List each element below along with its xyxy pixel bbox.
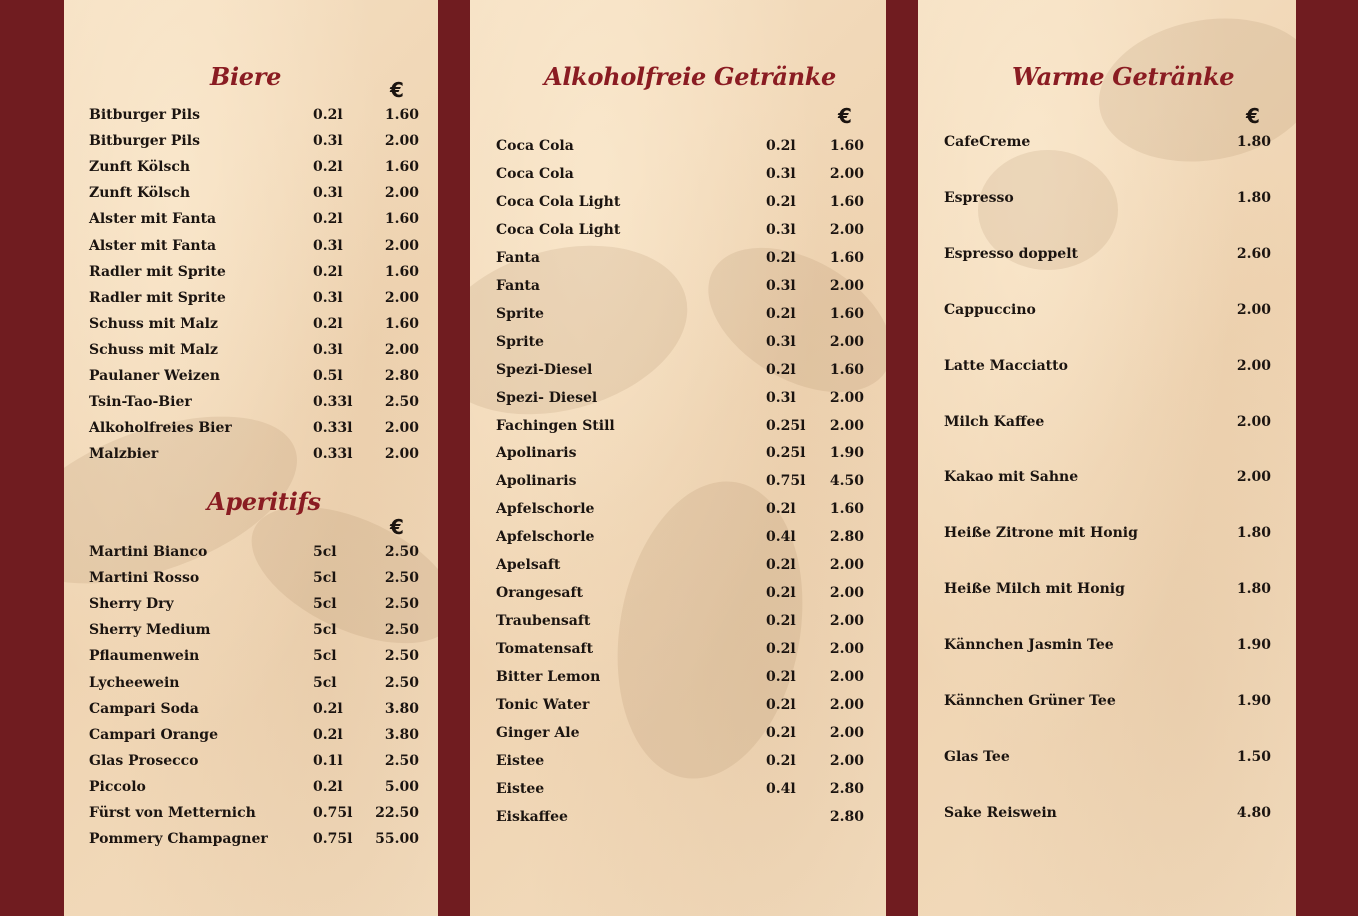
item-name: Zunft Kölsch xyxy=(89,159,191,176)
section-title-warme: Warme Getränke xyxy=(1012,62,1235,91)
item-volume: 0.2l xyxy=(766,585,796,602)
item-name: Piccolo xyxy=(89,778,146,795)
euro-symbol: € xyxy=(390,515,404,539)
item-name: Coca Cola Light xyxy=(496,193,621,210)
item-volume: 0.5l xyxy=(313,368,343,384)
item-volume: 0.33l xyxy=(313,446,353,463)
item-price: 2.00 xyxy=(829,752,864,769)
menu-item xyxy=(496,498,864,520)
menu-item xyxy=(89,802,419,824)
item-price: 2.00 xyxy=(829,165,864,182)
menu-item xyxy=(496,163,864,185)
item-volume: 0.33l xyxy=(313,394,353,411)
item-name: Sherry Dry xyxy=(89,596,174,613)
menu-item xyxy=(944,466,1271,488)
item-volume: 0.2l xyxy=(766,613,796,630)
item-name: Cappuccino xyxy=(944,301,1036,318)
item-name: Zunft Kölsch xyxy=(89,185,191,202)
item-price: 2.00 xyxy=(829,417,864,434)
item-price: 2.00 xyxy=(829,697,864,713)
panel-biere-aperitifs xyxy=(64,0,438,916)
item-price: 1.60 xyxy=(829,138,864,154)
item-volume: 0.2l xyxy=(313,778,343,795)
menu-item xyxy=(496,191,864,213)
menu-item xyxy=(496,526,864,548)
item-name: Pommery Champagner xyxy=(89,831,268,848)
item-volume: 0.2l xyxy=(766,724,796,741)
panel-warme xyxy=(918,0,1296,916)
menu-item xyxy=(496,275,864,297)
item-price: 2.00 xyxy=(1236,469,1271,486)
item-name: Heiße Milch mit Honig xyxy=(944,581,1125,598)
menu-item xyxy=(496,722,864,744)
item-volume: 0.75l xyxy=(313,831,353,848)
item-name: Eistee xyxy=(496,780,545,797)
item-volume: 0.2l xyxy=(313,211,343,228)
item-price: 2.00 xyxy=(384,289,419,306)
item-name: Traubensaft xyxy=(496,613,591,630)
menu-item xyxy=(944,131,1271,153)
item-volume: 0.2l xyxy=(766,193,796,210)
item-name: Spezi-Diesel xyxy=(496,361,593,378)
item-price: 2.50 xyxy=(384,544,419,560)
section-title-biere: Biere xyxy=(210,62,282,91)
item-name: Sake Reiswein xyxy=(944,804,1057,821)
menu-item xyxy=(89,130,419,152)
item-name: Latte Macciatto xyxy=(944,357,1068,374)
item-name: Espresso xyxy=(944,189,1014,206)
menu-item xyxy=(89,208,419,230)
item-volume: 0.4l xyxy=(766,780,796,797)
item-price: 2.00 xyxy=(829,585,864,602)
menu-item xyxy=(496,694,864,716)
item-price: 2.00 xyxy=(829,613,864,630)
item-price: 2.00 xyxy=(829,557,864,574)
menu-item xyxy=(89,593,419,615)
item-volume: 0.3l xyxy=(313,237,343,254)
item-volume: 0.3l xyxy=(766,277,796,294)
item-volume: 0.4l xyxy=(766,529,796,546)
menu-item xyxy=(496,470,864,492)
item-price: 2.50 xyxy=(384,596,419,613)
item-name: Eiskaffee xyxy=(496,808,568,825)
item-name: Apolinaris xyxy=(496,473,577,490)
item-price: 2.00 xyxy=(384,446,419,463)
menu-item xyxy=(496,359,864,381)
euro-symbol: € xyxy=(1246,104,1260,128)
item-name: Heiße Zitrone mit Honig xyxy=(944,525,1138,542)
menu-item xyxy=(496,666,864,688)
item-name: Glas Tee xyxy=(944,748,1010,765)
item-name: Apfelschorle xyxy=(496,529,595,546)
menu-item xyxy=(89,828,419,850)
item-name: Bitburger Pils xyxy=(89,133,200,150)
item-price: 1.50 xyxy=(1236,748,1271,765)
item-name: Alster mit Fanta xyxy=(89,237,217,254)
menu-item xyxy=(89,287,419,309)
item-price: 2.00 xyxy=(829,669,864,686)
section-title-aperitifs: Aperitifs xyxy=(207,487,321,516)
item-price: 1.90 xyxy=(1236,693,1271,709)
item-price: 1.60 xyxy=(829,249,864,266)
item-volume: 0.33l xyxy=(313,420,353,437)
item-name: Ginger Ale xyxy=(496,724,580,741)
item-volume: 0.2l xyxy=(766,697,796,713)
item-name: Milch Kaffee xyxy=(944,413,1045,430)
item-price: 1.80 xyxy=(1236,134,1271,150)
item-volume: 5cl xyxy=(313,544,337,560)
menu-item xyxy=(89,182,419,204)
item-price: 2.50 xyxy=(384,570,419,587)
item-price: 2.80 xyxy=(384,368,419,384)
item-price: 2.80 xyxy=(829,780,864,797)
item-name: Espresso doppelt xyxy=(944,245,1078,262)
item-volume: 0.25l xyxy=(766,445,806,462)
item-name: Kännchen Grüner Tee xyxy=(944,693,1116,709)
item-volume: 0.2l xyxy=(313,263,343,280)
item-name: Schuss mit Malz xyxy=(89,341,218,358)
menu-item xyxy=(89,750,419,772)
item-volume: 0.2l xyxy=(766,557,796,574)
item-volume: 0.2l xyxy=(313,700,343,717)
menu-item xyxy=(496,442,864,464)
item-price: 2.00 xyxy=(829,277,864,294)
item-volume: 0.3l xyxy=(766,333,796,350)
item-name: Schuss mit Malz xyxy=(89,315,218,332)
item-name: Sherry Medium xyxy=(89,622,211,639)
item-price: 1.60 xyxy=(829,193,864,210)
item-price: 2.00 xyxy=(1236,413,1271,430)
item-name: Paulaner Weizen xyxy=(89,368,220,384)
item-price: 1.90 xyxy=(1236,637,1271,654)
item-volume: 5cl xyxy=(313,596,337,613)
item-volume: 0.3l xyxy=(766,221,796,238)
item-volume: 0.2l xyxy=(766,138,796,154)
menu-item xyxy=(944,578,1271,600)
item-price: 2.50 xyxy=(384,394,419,411)
item-volume: 0.2l xyxy=(766,501,796,518)
item-volume: 0.3l xyxy=(313,289,343,306)
item-name: Kännchen Jasmin Tee xyxy=(944,637,1114,654)
item-name: Pflaumenwein xyxy=(89,648,200,665)
menu-item xyxy=(496,135,864,157)
item-volume: 0.2l xyxy=(766,305,796,322)
item-price: 3.80 xyxy=(384,700,419,717)
item-price: 5.00 xyxy=(384,778,419,795)
menu-item xyxy=(89,391,419,413)
item-volume: 0.2l xyxy=(766,641,796,658)
menu-item xyxy=(89,261,419,283)
item-volume: 5cl xyxy=(313,648,337,665)
item-price: 1.60 xyxy=(384,107,419,123)
item-name: Alster mit Fanta xyxy=(89,211,217,228)
item-name: Fürst von Metternich xyxy=(89,805,256,821)
item-name: Tonic Water xyxy=(496,697,590,713)
item-price: 1.60 xyxy=(829,305,864,322)
item-name: Sprite xyxy=(496,333,544,350)
item-name: Fachingen Still xyxy=(496,417,615,434)
item-name: Glas Prosecco xyxy=(89,752,199,769)
menu-item xyxy=(944,634,1271,656)
item-volume: 0.2l xyxy=(313,315,343,332)
item-price: 2.80 xyxy=(829,529,864,546)
menu-item xyxy=(944,243,1271,265)
item-volume: 0.3l xyxy=(766,389,796,406)
menu-item xyxy=(496,582,864,604)
item-volume: 0.25l xyxy=(766,417,806,434)
item-volume: 5cl xyxy=(313,674,337,691)
menu-item xyxy=(944,746,1271,768)
menu-item xyxy=(89,567,419,589)
item-price: 1.90 xyxy=(829,445,864,462)
menu-item xyxy=(89,104,419,126)
item-name: Campari Orange xyxy=(89,726,218,743)
item-name: Tomatensaft xyxy=(496,641,594,658)
menu-item xyxy=(89,339,419,361)
menu-item xyxy=(89,672,419,694)
menu-item xyxy=(89,313,419,335)
item-price: 2.00 xyxy=(384,341,419,358)
item-name: Coca Cola Light xyxy=(496,221,621,238)
item-volume: 0.2l xyxy=(766,361,796,378)
item-name: Apfelschorle xyxy=(496,501,595,518)
menu-item xyxy=(89,619,419,641)
item-price: 2.00 xyxy=(829,641,864,658)
item-price: 4.50 xyxy=(829,473,864,490)
item-volume: 0.2l xyxy=(766,669,796,686)
item-price: 2.50 xyxy=(384,752,419,769)
item-name: Eistee xyxy=(496,752,545,769)
menu-item xyxy=(944,802,1271,824)
menu-item xyxy=(944,522,1271,544)
item-name: Martini Bianco xyxy=(89,544,208,560)
menu-item xyxy=(496,387,864,409)
menu-item xyxy=(89,443,419,465)
item-price: 2.00 xyxy=(384,185,419,202)
euro-symbol: € xyxy=(390,78,404,102)
menu-item xyxy=(89,724,419,746)
item-volume: 0.1l xyxy=(313,752,343,769)
item-price: 1.60 xyxy=(384,315,419,332)
menu-item xyxy=(89,776,419,798)
item-name: Alkoholfreies Bier xyxy=(89,420,232,437)
menu-item xyxy=(496,415,864,437)
item-name: Lycheewein xyxy=(89,674,180,691)
menu-item xyxy=(944,187,1271,209)
menu-item xyxy=(944,355,1271,377)
item-volume: 0.2l xyxy=(313,159,343,176)
item-volume: 0.75l xyxy=(313,805,353,821)
item-name: Radler mit Sprite xyxy=(89,289,226,306)
item-name: Orangesaft xyxy=(496,585,583,602)
item-volume: 0.3l xyxy=(313,341,343,358)
item-price: 2.50 xyxy=(384,674,419,691)
panel-alkoholfreie xyxy=(470,0,886,916)
menu-item xyxy=(89,698,419,720)
menu-item xyxy=(496,638,864,660)
menu-item xyxy=(496,219,864,241)
menu-item xyxy=(944,690,1271,712)
item-name: Sprite xyxy=(496,305,544,322)
item-volume: 0.2l xyxy=(313,107,343,123)
item-name: Tsin-Tao-Bier xyxy=(89,394,192,411)
item-volume: 0.3l xyxy=(313,185,343,202)
item-volume: 0.3l xyxy=(766,165,796,182)
item-price: 2.00 xyxy=(1236,301,1271,318)
item-price: 2.80 xyxy=(829,808,864,825)
menu-item xyxy=(496,806,864,828)
menu-item xyxy=(496,331,864,353)
menu-item xyxy=(944,411,1271,433)
item-price: 2.50 xyxy=(384,648,419,665)
item-name: Campari Soda xyxy=(89,700,199,717)
item-volume: 0.2l xyxy=(766,249,796,266)
item-name: Bitburger Pils xyxy=(89,107,200,123)
menu-item xyxy=(496,610,864,632)
item-name: Malzbier xyxy=(89,446,159,463)
item-name: Fanta xyxy=(496,249,540,266)
item-price: 22.50 xyxy=(375,805,419,821)
item-name: Apolinaris xyxy=(496,445,577,462)
item-volume: 0.2l xyxy=(766,752,796,769)
item-name: Spezi- Diesel xyxy=(496,389,598,406)
item-price: 2.00 xyxy=(384,237,419,254)
item-volume: 5cl xyxy=(313,622,337,639)
item-name: Radler mit Sprite xyxy=(89,263,226,280)
item-price: 1.60 xyxy=(384,211,419,228)
item-price: 2.00 xyxy=(384,133,419,150)
item-name: Kakao mit Sahne xyxy=(944,469,1079,486)
item-price: 1.60 xyxy=(384,263,419,280)
item-price: 2.00 xyxy=(829,724,864,741)
item-price: 2.50 xyxy=(384,622,419,639)
item-price: 2.00 xyxy=(384,420,419,437)
menu-item xyxy=(496,778,864,800)
item-price: 1.60 xyxy=(384,159,419,176)
section-title-alkoholfreie: Alkoholfreie Getränke xyxy=(544,62,837,91)
item-price: 1.60 xyxy=(829,501,864,518)
item-volume: 0.2l xyxy=(313,726,343,743)
item-price: 1.80 xyxy=(1236,581,1271,598)
item-name: Fanta xyxy=(496,277,540,294)
item-price: 1.60 xyxy=(829,361,864,378)
menu-item xyxy=(496,303,864,325)
item-price: 4.80 xyxy=(1236,804,1271,821)
menu-item xyxy=(89,645,419,667)
menu-item xyxy=(496,247,864,269)
item-price: 3.80 xyxy=(384,726,419,743)
item-price: 2.00 xyxy=(829,333,864,350)
menu-item xyxy=(89,156,419,178)
item-name: CafeCreme xyxy=(944,134,1031,150)
menu-item xyxy=(496,750,864,772)
item-name: Martini Rosso xyxy=(89,570,200,587)
item-volume: 0.75l xyxy=(766,473,806,490)
menu-item xyxy=(89,235,419,257)
item-name: Coca Cola xyxy=(496,138,574,154)
item-price: 2.00 xyxy=(829,389,864,406)
euro-symbol: € xyxy=(838,104,852,128)
menu-item xyxy=(496,554,864,576)
item-volume: 0.3l xyxy=(313,133,343,150)
menu-item xyxy=(944,299,1271,321)
item-price: 2.60 xyxy=(1236,245,1271,262)
menu-item xyxy=(89,417,419,439)
item-name: Apelsaft xyxy=(496,557,561,574)
item-name: Bitter Lemon xyxy=(496,669,601,686)
menu-item xyxy=(89,365,419,387)
item-name: Coca Cola xyxy=(496,165,574,182)
item-price: 2.00 xyxy=(1236,357,1271,374)
item-volume: 5cl xyxy=(313,570,337,587)
item-price: 55.00 xyxy=(375,831,419,848)
item-price: 1.80 xyxy=(1236,189,1271,206)
menu-item xyxy=(89,541,419,563)
item-price: 1.80 xyxy=(1236,525,1271,542)
item-price: 2.00 xyxy=(829,221,864,238)
